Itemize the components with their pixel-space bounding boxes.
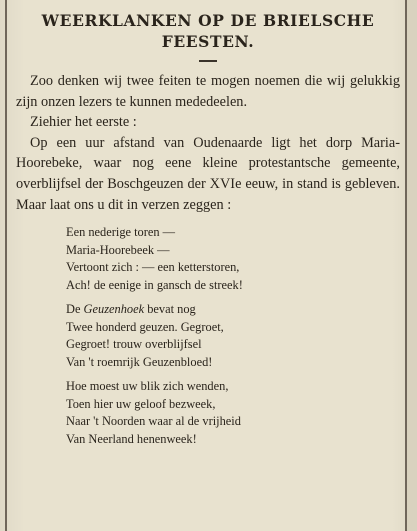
title-divider xyxy=(199,60,217,62)
article xyxy=(16,10,400,455)
poem-line: Ach! de eenige in gansch de streek! xyxy=(66,277,243,292)
poem-line: Naar 't Noorden waar al de vrijheid xyxy=(66,414,241,429)
paragraph-ziehier: Ziehier het eerste : xyxy=(30,114,137,131)
adjacent-column-edge xyxy=(407,0,417,531)
poem-text: bevat nog xyxy=(144,302,196,317)
poem-line: Maria-Hoorebeek — xyxy=(66,242,170,257)
poem-line: Een nederige toren — xyxy=(66,225,176,240)
article-title xyxy=(16,10,400,52)
poem-stanza-3 xyxy=(66,378,400,448)
column-rule-left xyxy=(5,0,7,531)
poem-emphasis-geuzenhoek: Geuzenhoek xyxy=(83,302,145,317)
article-title-line-1: WEERKLANKEN OP DE BRIELSCHE xyxy=(41,11,375,30)
poem-line: Gegroet! trouw overblijfsel xyxy=(66,337,202,352)
poem-line: Twee honderd geuzen. Gegroet, xyxy=(66,319,224,334)
poem-line: Hoe moest uw blik zich wenden, xyxy=(66,379,229,394)
poem-line xyxy=(66,301,400,319)
poem-line: Toen hier uw geloof bezweek, xyxy=(66,396,216,411)
poem xyxy=(66,224,400,448)
poem-line: Van Neerland henenweek! xyxy=(66,431,197,446)
article-body xyxy=(16,71,400,215)
poem-line: Van 't roemrijk Geuzenbloed! xyxy=(66,354,213,369)
article-title-line-2: FEESTEN. xyxy=(161,32,255,51)
poem-stanza-2 xyxy=(66,301,400,371)
poem-text: De xyxy=(66,302,84,317)
poem-line: Vertoont zich : — een ketterstoren, xyxy=(66,260,240,275)
paragraph-hoorebeke: Op een uur afstand van Oudenaarde ligt het dorp Maria-Hoorebeke, waar nog eene kleine protestantsche gemeente, overblijfsel der Boschgeuzen der XVIe eeuw, in stand is gebleven. Maar laat ons u dit in verzen zeggen : xyxy=(16,134,400,213)
paragraph-intro: Zoo denken wij twee feiten te mogen noemen die wij gelukkig zijn onzen lezers te kunnen mededeelen. xyxy=(16,73,400,110)
poem-stanza-1 xyxy=(66,224,400,294)
